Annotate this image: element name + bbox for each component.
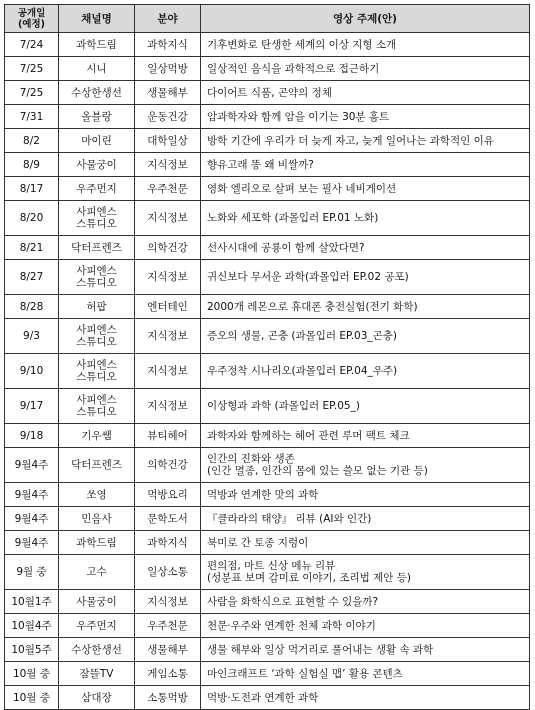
cell-date: 9/17 — [5, 389, 59, 424]
header-row — [5, 5, 530, 33]
table-row — [5, 483, 530, 507]
cell-date: 10월1주 — [5, 590, 59, 614]
table-row — [5, 354, 530, 389]
table-row — [5, 153, 530, 177]
cell-date: 9월 중 — [5, 555, 59, 590]
cell-date: 9월4주 — [5, 531, 59, 555]
cell-channel: 닥터프렌즈 — [59, 236, 135, 260]
header-field: 분야 — [135, 5, 201, 33]
header-topic: 영상 주제(안) — [201, 5, 530, 33]
cell-channel: 우주먼지 — [59, 177, 135, 201]
cell-date: 8/27 — [5, 260, 59, 295]
cell-topic: 2000개 레몬으로 휴대폰 충전실험(전기 화학) — [201, 295, 530, 319]
video-schedule-table — [4, 4, 530, 710]
cell-topic: 『클라라의 태양』 리뷰 (AI와 인간) — [201, 507, 530, 531]
cell-date: 10월 중 — [5, 662, 59, 686]
cell-date: 9/10 — [5, 354, 59, 389]
table-row — [5, 81, 530, 105]
table-body — [5, 33, 530, 710]
cell-topic: 기후변화로 탄생한 세계의 이상 지형 소개 — [201, 33, 530, 57]
cell-topic: 북미로 간 토종 지렁이 — [201, 531, 530, 555]
cell-topic: 생물 해부와 일상 먹거리로 풀어내는 생활 속 과학 — [201, 638, 530, 662]
table-row — [5, 448, 530, 483]
cell-topic: 과학자와 함께하는 헤어 관련 루머 팩트 체크 — [201, 424, 530, 448]
cell-channel: 허팝 — [59, 295, 135, 319]
cell-topic: 인간의 진화와 생존 (인간 멸종, 인간의 몸에 있는 쓸모 없는 기관 등) — [201, 448, 530, 483]
cell-field: 먹방요리 — [135, 483, 201, 507]
cell-date: 9월4주 — [5, 483, 59, 507]
cell-field: 소통먹방 — [135, 686, 201, 710]
cell-date: 9월4주 — [5, 507, 59, 531]
cell-channel: 잠뜰TV — [59, 662, 135, 686]
cell-topic: 선사시대에 공룡이 함께 살았다면? — [201, 236, 530, 260]
cell-date: 8/9 — [5, 153, 59, 177]
cell-topic: 다이어트 식품, 곤약의 정체 — [201, 81, 530, 105]
cell-field: 문학도서 — [135, 507, 201, 531]
table-row — [5, 177, 530, 201]
table-row — [5, 424, 530, 448]
cell-channel: 과학드림 — [59, 531, 135, 555]
table-row — [5, 201, 530, 236]
cell-date: 8/20 — [5, 201, 59, 236]
cell-topic: 이상형과 과학 (과몰입러 EP.05_) — [201, 389, 530, 424]
cell-channel: 과학드림 — [59, 33, 135, 57]
cell-channel: 올블랑 — [59, 105, 135, 129]
cell-date: 8/2 — [5, 129, 59, 153]
cell-channel: 사피엔스 스튜디오 — [59, 389, 135, 424]
table-row — [5, 33, 530, 57]
cell-channel: 사피엔스 스튜디오 — [59, 201, 135, 236]
cell-topic: 암과학자와 함께 암을 이기는 30분 홈트 — [201, 105, 530, 129]
cell-channel: 삼대장 — [59, 686, 135, 710]
table-row — [5, 295, 530, 319]
cell-field: 엔터테인 — [135, 295, 201, 319]
cell-date: 9/18 — [5, 424, 59, 448]
cell-field: 의학건강 — [135, 448, 201, 483]
cell-channel: 사피엔스 스튜디오 — [59, 354, 135, 389]
cell-date: 7/24 — [5, 33, 59, 57]
cell-field: 지식정보 — [135, 319, 201, 354]
schedule-table-wrapper — [4, 4, 529, 710]
cell-field: 지식정보 — [135, 354, 201, 389]
cell-field: 지식정보 — [135, 153, 201, 177]
table-row — [5, 662, 530, 686]
cell-field: 운동건강 — [135, 105, 201, 129]
table-row — [5, 319, 530, 354]
cell-channel: 수상한생선 — [59, 81, 135, 105]
cell-topic: 사람을 화학식으로 표현할 수 있을까? — [201, 590, 530, 614]
table-row — [5, 638, 530, 662]
cell-channel: 기우쌤 — [59, 424, 135, 448]
cell-topic: 우주정착 시나리오(과몰입러 EP.04_우주) — [201, 354, 530, 389]
table-row — [5, 105, 530, 129]
cell-field: 일상먹방 — [135, 57, 201, 81]
table-row — [5, 590, 530, 614]
cell-field: 생물해부 — [135, 81, 201, 105]
table-row — [5, 614, 530, 638]
table-row — [5, 507, 530, 531]
cell-channel: 고수 — [59, 555, 135, 590]
table-row — [5, 555, 530, 590]
cell-topic: 먹방·도전과 연계한 과학 — [201, 686, 530, 710]
cell-topic: 방학 기간에 우리가 더 늦게 자고, 늦게 일어나는 과학적인 이유 — [201, 129, 530, 153]
cell-channel: 우주먼지 — [59, 614, 135, 638]
cell-topic: 증오의 생물, 곤충 (과몰입러 EP.03_곤충) — [201, 319, 530, 354]
cell-topic: 편의점, 마트 신상 메뉴 리뷰 (성분표 보며 감미료 이야기, 조리법 제안 등) — [201, 555, 530, 590]
table-row — [5, 236, 530, 260]
cell-field: 생물해부 — [135, 638, 201, 662]
cell-field: 지식정보 — [135, 260, 201, 295]
header-date: 공개일 (예정) — [5, 5, 59, 33]
cell-topic: 마인크래프트 ‘과학 실험실 맵’ 활용 콘텐츠 — [201, 662, 530, 686]
cell-field: 일상소통 — [135, 555, 201, 590]
cell-date: 8/21 — [5, 236, 59, 260]
cell-field: 과학지식 — [135, 33, 201, 57]
cell-date: 7/25 — [5, 81, 59, 105]
cell-channel: 쏘영 — [59, 483, 135, 507]
cell-date: 9/3 — [5, 319, 59, 354]
cell-date: 9월4주 — [5, 448, 59, 483]
header-channel: 채널명 — [59, 5, 135, 33]
cell-field: 뷰티헤어 — [135, 424, 201, 448]
cell-channel: 시니 — [59, 57, 135, 81]
cell-channel: 사물궁이 — [59, 153, 135, 177]
table-header — [5, 5, 530, 33]
cell-date: 10월4주 — [5, 614, 59, 638]
cell-topic: 천문·우주와 연계한 천체 과학 이야기 — [201, 614, 530, 638]
cell-topic: 일상적인 음식을 과학적으로 접근하기 — [201, 57, 530, 81]
cell-channel: 사물궁이 — [59, 590, 135, 614]
table-row — [5, 389, 530, 424]
cell-date: 10월5주 — [5, 638, 59, 662]
cell-field: 우주천문 — [135, 614, 201, 638]
table-row — [5, 129, 530, 153]
cell-channel: 수상한생선 — [59, 638, 135, 662]
cell-field: 지식정보 — [135, 389, 201, 424]
cell-field: 과학지식 — [135, 531, 201, 555]
table-row — [5, 686, 530, 710]
cell-field: 의학건강 — [135, 236, 201, 260]
cell-channel: 민음사 — [59, 507, 135, 531]
cell-field: 대학일상 — [135, 129, 201, 153]
table-row — [5, 260, 530, 295]
cell-field: 지식정보 — [135, 590, 201, 614]
cell-topic: 영화 엘리오로 살펴 보는 필사 네비게이션 — [201, 177, 530, 201]
cell-date: 10월 중 — [5, 686, 59, 710]
cell-topic: 노화와 세포학 (과몰입러 EP.01 노화) — [201, 201, 530, 236]
cell-topic: 향유고래 똥 왜 비쌀까? — [201, 153, 530, 177]
cell-topic: 귀신보다 무서운 과학(과몰입러 EP.02 공포) — [201, 260, 530, 295]
cell-topic: 먹방과 연계한 맛의 과학 — [201, 483, 530, 507]
cell-date: 7/25 — [5, 57, 59, 81]
cell-channel: 닥터프렌즈 — [59, 448, 135, 483]
cell-field: 우주천문 — [135, 177, 201, 201]
table-row — [5, 57, 530, 81]
cell-field: 지식정보 — [135, 201, 201, 236]
cell-field: 게임소통 — [135, 662, 201, 686]
cell-channel: 사피엔스 스튜디오 — [59, 319, 135, 354]
cell-date: 8/17 — [5, 177, 59, 201]
cell-date: 8/28 — [5, 295, 59, 319]
table-row — [5, 531, 530, 555]
cell-channel: 사피엔스 스튜디오 — [59, 260, 135, 295]
cell-channel: 마이린 — [59, 129, 135, 153]
cell-date: 7/31 — [5, 105, 59, 129]
